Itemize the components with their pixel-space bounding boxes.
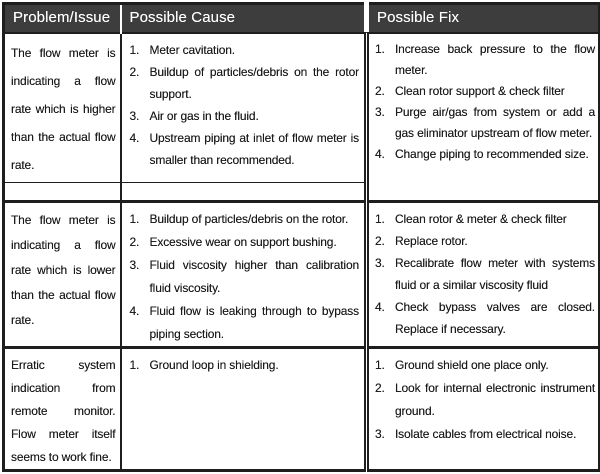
problem-cell-2 <box>4 201 121 347</box>
item-text: Excessive wear on support bushing. <box>149 234 337 249</box>
item-number: 1. <box>129 357 140 372</box>
problem-text: The flow meter is indicating a flow rate which is higher than the actual flow rate. <box>11 46 116 172</box>
item-number: 2. <box>129 65 140 79</box>
item-text: Clean rotor support & check filter <box>395 84 565 98</box>
fix-cell-2 <box>367 201 600 347</box>
item-number: 4. <box>375 147 385 161</box>
cause-item <box>130 254 361 300</box>
fix-item <box>375 144 596 165</box>
fix-item <box>375 423 596 446</box>
cause-item <box>130 300 361 346</box>
fix-item <box>375 354 596 377</box>
item-text: Recalibrate flow meter with systems fluid or a similar viscosity fluid <box>395 255 595 292</box>
item-text: Meter cavitation. <box>149 43 235 57</box>
item-number: 1. <box>375 211 385 226</box>
item-number: 2. <box>375 84 385 98</box>
fix-cell-3 <box>367 347 600 470</box>
item-number: 2. <box>375 233 385 248</box>
header-possible-fix: Possible Fix <box>367 4 600 34</box>
spacer-cell <box>4 182 121 201</box>
item-text: Fluid flow is leaking through to bypass piping section. <box>149 303 359 341</box>
item-text: Air or gas in the fluid. <box>149 109 259 123</box>
fix-item <box>375 102 596 144</box>
fix-item <box>375 39 596 81</box>
problem-text: Erratic system indication from remote monitor. Flow meter itself seems to work fine. <box>11 357 116 464</box>
item-number: 3. <box>129 109 140 123</box>
item-number: 4. <box>129 131 140 145</box>
item-text: Buildup of particles/debris on the rotor. <box>149 211 349 226</box>
item-number: 1. <box>129 211 140 226</box>
table-row-3 <box>4 347 600 470</box>
fix-item <box>375 81 596 102</box>
cause-cell-2 <box>121 201 367 347</box>
cause-item <box>130 231 361 254</box>
item-text: Buildup of particles/debris on the rotor support. <box>149 65 359 101</box>
item-text: Fluid viscosity higher than calibration fluid viscosity. <box>149 257 359 295</box>
item-text: Clean rotor & meter & check filter <box>395 211 567 226</box>
item-number: 4. <box>375 299 385 314</box>
problem-cell-3 <box>4 347 121 470</box>
item-text: Ground shield one place only. <box>395 357 549 372</box>
item-number: 3. <box>375 426 385 441</box>
cause-cell-1 <box>121 33 367 182</box>
item-number: 2. <box>375 380 385 395</box>
item-text: Check bypass valves are closed. Replace if necessary. <box>395 299 595 336</box>
item-text: Upstream piping at inlet of flow meter is smaller than recommended. <box>149 131 359 167</box>
cause-cell-3 <box>121 347 367 470</box>
item-number: 2. <box>129 234 140 249</box>
item-text: Isolate cables from electrical noise. <box>395 426 577 441</box>
item-text: Look for internal electronic instrument ground. <box>395 380 595 418</box>
troubleshooting-table <box>2 2 600 472</box>
item-number: 1. <box>375 357 385 372</box>
header-possible-cause: Possible Cause <box>121 4 367 34</box>
item-number: 3. <box>375 255 385 270</box>
item-text: Purge air/gas from system or add a gas eliminator upstream of flow meter. <box>395 105 595 140</box>
item-text: Replace rotor. <box>395 233 468 248</box>
cause-item <box>130 39 361 61</box>
cause-item <box>130 127 361 171</box>
fix-item <box>375 252 596 296</box>
item-number: 4. <box>129 303 140 318</box>
cause-item <box>130 61 361 105</box>
item-number: 1. <box>375 42 385 56</box>
problem-text: The flow meter is indicating a flow rate which is lower than the actual flow rate. <box>11 212 116 327</box>
table-row-2 <box>4 201 600 347</box>
fix-cell-1 <box>367 33 600 201</box>
table-row-1 <box>4 33 600 182</box>
cause-item <box>130 208 361 231</box>
fix-item <box>375 230 596 252</box>
cause-item <box>130 105 361 127</box>
item-number: 1. <box>129 43 140 57</box>
header-problem-issue: Problem/Issue <box>4 4 121 34</box>
fix-item <box>375 208 596 230</box>
problem-cell-1 <box>4 33 121 182</box>
item-number: 3. <box>129 257 140 272</box>
fix-item <box>375 296 596 340</box>
item-number: 3. <box>375 105 385 119</box>
item-text: Increase back pressure to the flow meter. <box>395 42 595 77</box>
spacer-cell <box>121 182 367 201</box>
header-row <box>4 4 600 34</box>
item-text: Ground loop in shielding. <box>149 357 279 372</box>
item-text: Change piping to recommended size. <box>395 147 589 161</box>
fix-item <box>375 377 596 423</box>
cause-item <box>130 354 361 377</box>
